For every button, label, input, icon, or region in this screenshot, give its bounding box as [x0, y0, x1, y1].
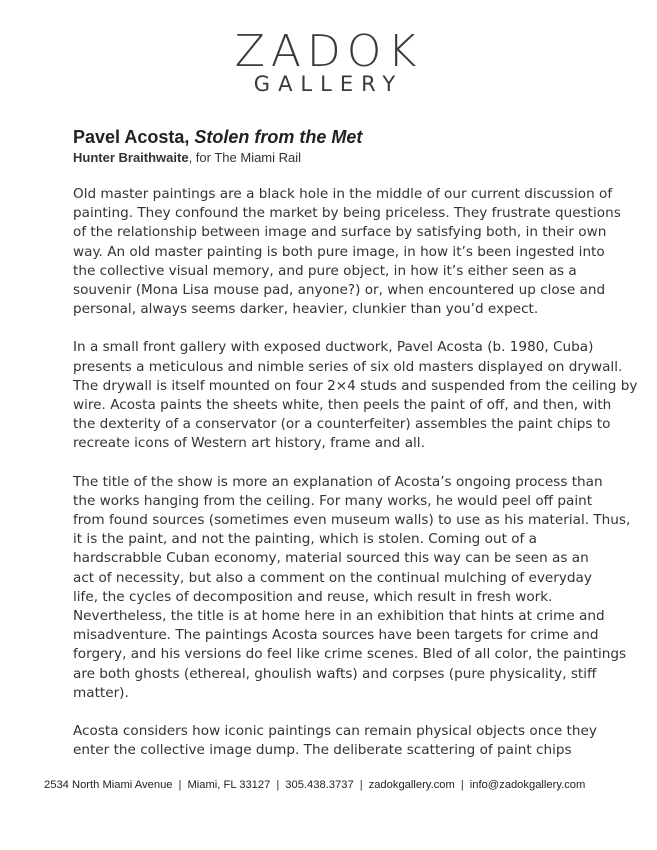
footer-separator: | — [359, 779, 363, 791]
article-title — [73, 127, 362, 148]
show-title: Stolen from the Met — [194, 127, 363, 147]
paragraph-2 — [73, 338, 638, 453]
text-line: In a small front gallery with exposed ductwork, Pavel Acosta (b. 1980, Cuba) — [73, 339, 594, 356]
text-line: forgery, and his versions do feel like crime scenes. Bled of all color, the paintings — [73, 646, 627, 663]
text-line: the dexterity of a conservator (or a counterfeiter) assembles the paint chips to — [73, 416, 611, 433]
author-name: Hunter Braithwaite — [73, 150, 189, 165]
text-line: souvenir (Mona Lisa mouse pad, anyone?) or, when encountered up close and — [73, 282, 606, 299]
text-line: The drywall is itself mounted on four 2×4 studs and suspended from the ceiling by — [73, 377, 638, 394]
text-line: Nevertheless, the title is at home here in an exhibition that hints at crime and — [73, 608, 605, 625]
text-line: are both ghosts (ethereal, ghoulish wafts) and corpses (pure physicality, stiff — [73, 665, 597, 682]
text-line: wire. Acosta paints the sheets white, then peels the paint of off, and then, with — [73, 397, 612, 414]
letterhead-footer — [44, 779, 604, 791]
footer-phone: 305.438.3737 — [285, 779, 354, 791]
gallery-logo-subtitle: GALLERY — [253, 72, 404, 96]
text-line: the works hanging from the ceiling. For many works, he would peel off paint — [73, 492, 593, 509]
text-line: misadventure. The paintings Acosta sources have been targets for crime and — [73, 627, 599, 644]
publication-name: , for The Miami Rail — [188, 150, 302, 165]
byline — [73, 150, 301, 165]
article-body — [73, 185, 638, 779]
footer-separator: | — [276, 779, 280, 791]
text-line: matter). — [73, 684, 129, 701]
footer-address: 2534 North Miami Avenue — [44, 779, 173, 791]
text-line: painting. They confound the market by being priceless. They frustrate questions — [73, 205, 621, 222]
text-line: presents a meticulous and nimble series of six old masters displayed on drywall. — [73, 358, 623, 375]
paragraph-1 — [73, 185, 621, 319]
text-line: hardscrabble Cuban economy, material sourced this way can be seen as an — [73, 550, 589, 567]
text-line: Acosta considers how iconic paintings can remain physical objects once they — [73, 723, 597, 740]
text-line: of the relationship between image and surface by satisfying both, in their own — [73, 224, 607, 241]
text-line: way. An old master painting is both pure image, in how it’s been ingested into — [73, 243, 605, 260]
text-line: from found sources (sometimes even museum walls) to use as his material. Thus, — [73, 512, 631, 529]
text-line: the collective visual memory, and pure object, in how it’s either seen as a — [73, 262, 577, 279]
text-line: life, the cycles of decomposition and reuse, which result in fresh work. — [73, 588, 553, 605]
text-line: act of necessity, but also a comment on the continual mulching of everyday — [73, 569, 592, 586]
text-line: Old master paintings are a black hole in the middle of our current discussion of — [73, 186, 613, 202]
footer-email: info@zadokgallery.com — [469, 779, 586, 791]
paragraph-3 — [73, 473, 631, 703]
footer-website: zadokgallery.com — [368, 779, 455, 791]
text-line: it is the paint, and not the painting, which is stolen. Coming out of a — [73, 531, 537, 548]
footer-city: Miami, FL 33127 — [187, 779, 271, 791]
text-line: personal, always seems darker, heavier, clunkier than you’d expect. — [73, 301, 539, 318]
gallery-logo-wordmark: ZADOK — [234, 26, 423, 77]
text-line: The title of the show is more an explanation of Acosta’s ongoing process than — [73, 473, 603, 490]
artist-name: Pavel Acosta, — [73, 127, 190, 147]
paragraph-4 — [73, 722, 597, 760]
text-line: enter the collective image dump. The deliberate scattering of paint chips — [73, 742, 572, 759]
footer-separator: | — [178, 779, 182, 791]
text-line: recreate icons of Western art history, frame and all. — [73, 435, 425, 452]
footer-separator: | — [460, 779, 464, 791]
